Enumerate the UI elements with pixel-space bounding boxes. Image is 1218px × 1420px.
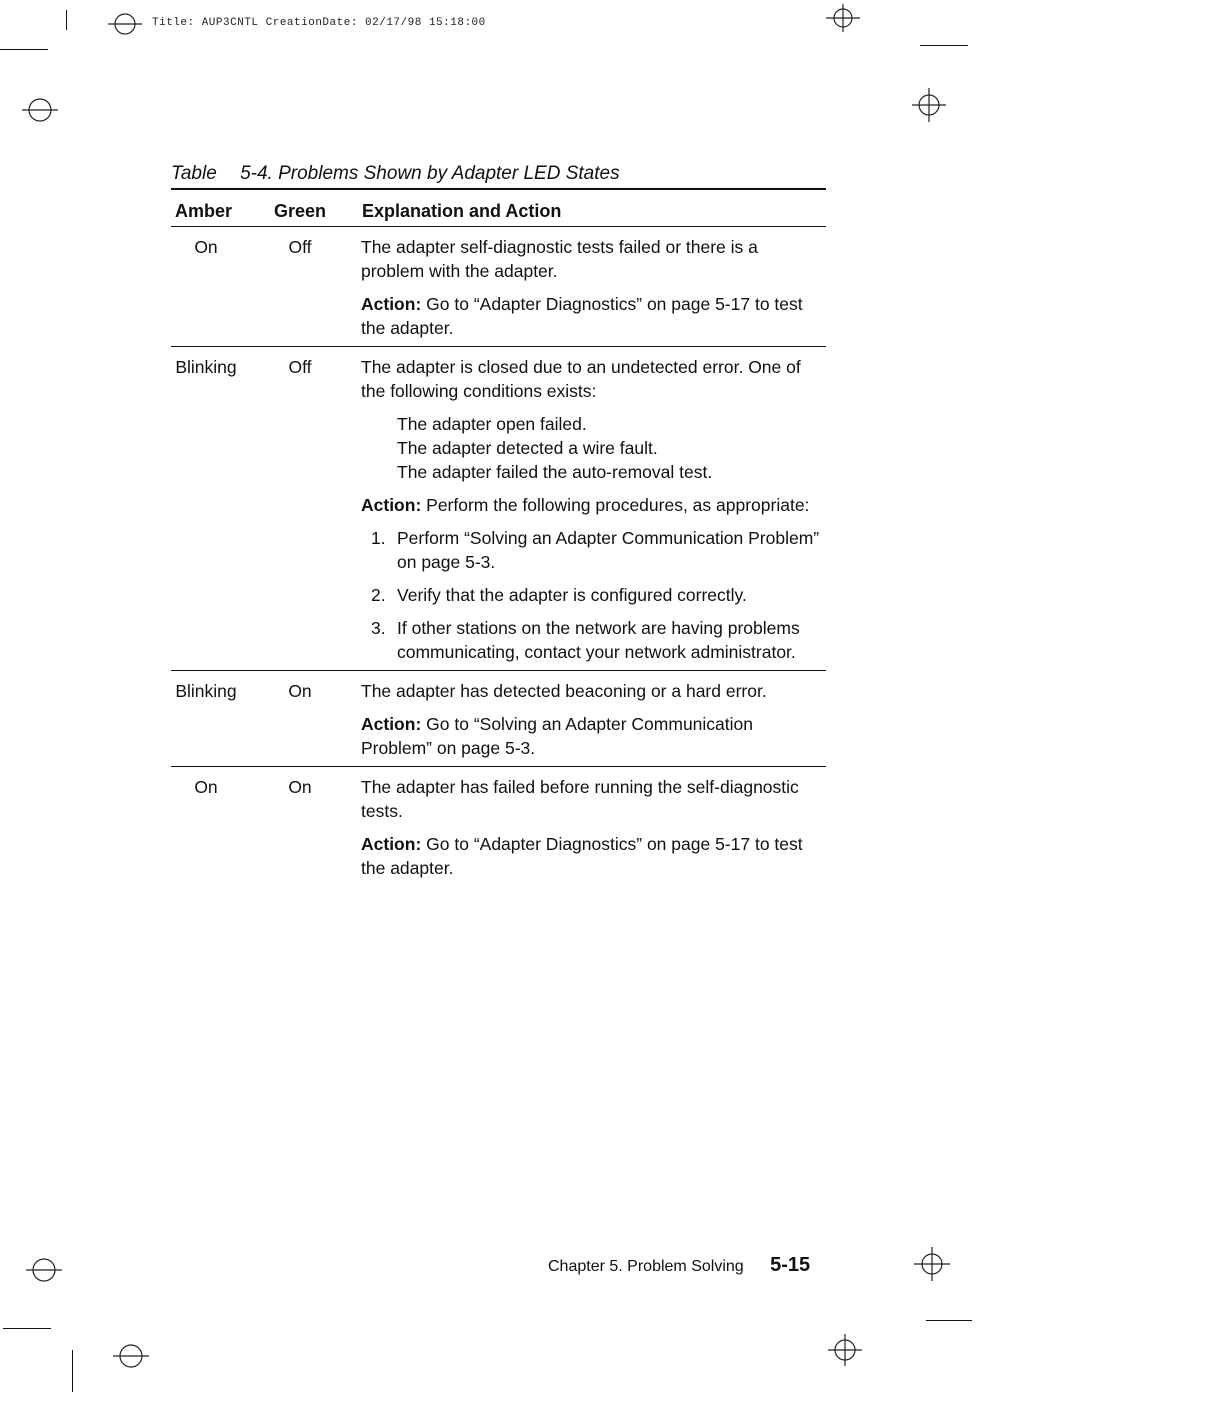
- step-number: 2.: [371, 585, 386, 605]
- registration-mark-icon: [826, 4, 860, 32]
- table-row: [171, 227, 826, 347]
- amber-state: Blinking: [175, 357, 237, 377]
- table-caption-title: Problems Shown by Adapter LED States: [278, 163, 620, 184]
- crop-mark: [66, 10, 67, 30]
- registration-mark-icon: [828, 1334, 862, 1366]
- footer-chapter: Chapter 5.: [548, 1258, 623, 1275]
- explanation-cell: [361, 775, 821, 880]
- green-state: On: [288, 681, 312, 701]
- registration-mark-icon: [108, 11, 142, 37]
- explanation-cell: [361, 355, 821, 664]
- amber-state: Blinking: [175, 681, 237, 701]
- action-text: Go to “Solving an Adapter Communication Problem” on page 5-3.: [361, 714, 753, 758]
- table-caption-number: 5-4.: [240, 163, 273, 184]
- action-paragraph: [361, 493, 821, 517]
- registration-mark-icon: [914, 1247, 950, 1281]
- crop-mark: [0, 49, 48, 50]
- procedure-step: [361, 616, 821, 664]
- table-caption-label: Table: [171, 163, 217, 184]
- step-text: Perform “Solving an Adapter Communication Problem” on page 5-3.: [397, 528, 820, 572]
- condition-item: The adapter failed the auto-removal test.: [397, 462, 713, 482]
- green-state: On: [288, 777, 312, 797]
- registration-mark-icon: [912, 88, 946, 122]
- explanation-text: The adapter is closed due to an undetected error. One of the following conditions exists:: [361, 357, 801, 401]
- column-header-green: Green: [274, 201, 327, 221]
- table-caption: [171, 163, 620, 185]
- action-label: Action:: [361, 294, 422, 314]
- explanation-text: The adapter has detected beaconing or a hard error.: [361, 681, 767, 701]
- crop-mark: [72, 1350, 73, 1392]
- step-number: 3.: [371, 618, 386, 638]
- page-number: 5-15: [770, 1254, 811, 1276]
- column-header-amber: Amber: [175, 201, 233, 221]
- action-text: Go to “Adapter Diagnostics” on page 5-17 to test the adapter.: [361, 834, 803, 878]
- procedure-step: [361, 583, 821, 607]
- action-label: Action:: [361, 495, 422, 515]
- condition-item: The adapter detected a wire fault.: [397, 438, 658, 458]
- explanation-cell: [361, 679, 821, 760]
- registration-mark-icon: [22, 97, 58, 123]
- procedure-step: [361, 526, 821, 574]
- led-states-table: [171, 188, 826, 886]
- green-state: Off: [288, 237, 312, 257]
- explanation-text: The adapter self-diagnostic tests failed or there is a problem with the adapter.: [361, 237, 758, 281]
- crop-mark: [926, 1320, 972, 1321]
- column-header-explanation: Explanation and Action: [362, 201, 562, 221]
- table-header-row: [171, 188, 826, 227]
- condition-item: The adapter open failed.: [397, 414, 587, 434]
- registration-mark-icon: [113, 1343, 149, 1369]
- registration-mark-icon: [26, 1257, 62, 1283]
- action-paragraph: [361, 712, 821, 760]
- table-row: [171, 767, 826, 886]
- step-text: If other stations on the network are having problems communicating, contact your network administrator.: [397, 618, 800, 662]
- crop-mark: [920, 45, 968, 46]
- action-label: Action:: [361, 834, 422, 854]
- page-footer: [548, 1254, 810, 1277]
- amber-state: On: [194, 237, 218, 257]
- action-text: Go to “Adapter Diagnostics” on page 5-17 to test the adapter.: [361, 294, 803, 338]
- green-state: Off: [288, 357, 312, 377]
- file-info-header: Title: AUP3CNTL CreationDate: 02/17/98 15:18:00: [152, 17, 486, 29]
- table-row: [171, 347, 826, 671]
- step-text: Verify that the adapter is configured correctly.: [397, 585, 747, 605]
- action-paragraph: [361, 292, 821, 340]
- step-number: 1.: [371, 528, 386, 548]
- amber-state: On: [194, 777, 218, 797]
- procedure-list: [361, 526, 821, 664]
- footer-section: Problem Solving: [627, 1258, 744, 1275]
- explanation-cell: [361, 235, 821, 340]
- explanation-text: The adapter has failed before running the self-diagnostic tests.: [361, 777, 799, 821]
- action-text: Perform the following procedures, as appropriate:: [426, 495, 810, 515]
- action-label: Action:: [361, 714, 422, 734]
- crop-mark: [3, 1328, 51, 1329]
- table-row: [171, 671, 826, 767]
- action-paragraph: [361, 832, 821, 880]
